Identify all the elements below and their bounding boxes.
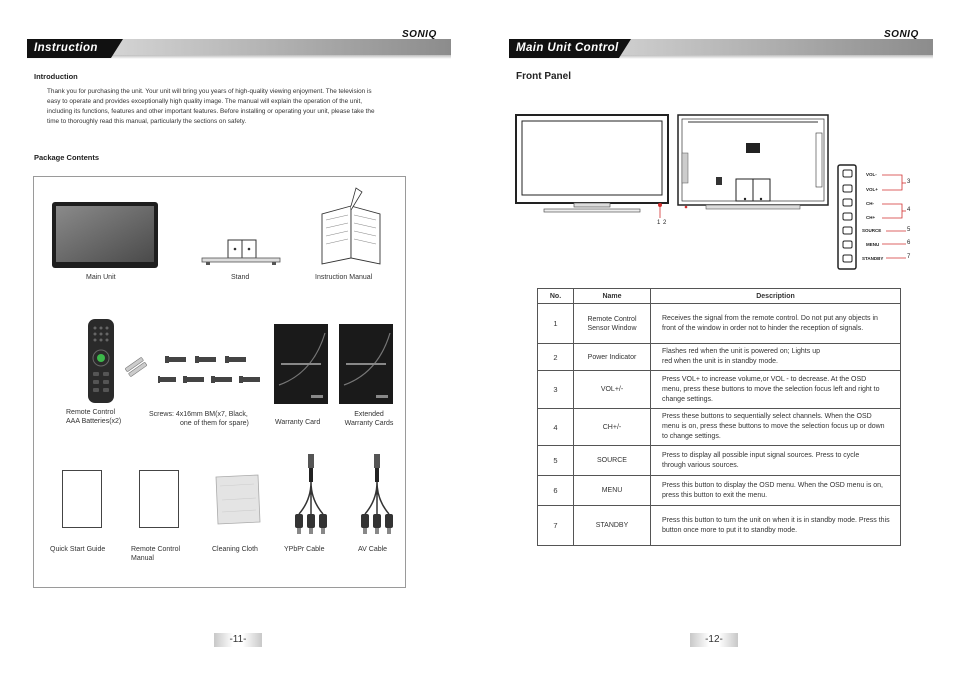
front-panel-heading: Front Panel	[516, 71, 572, 82]
panel-label-ch-plus: CH+	[866, 215, 876, 220]
table-row	[538, 476, 901, 506]
table-row	[538, 344, 901, 371]
caption-quick-start-guide: Quick Start Guide	[50, 546, 106, 553]
row-no: 2	[538, 344, 574, 371]
row-description: Press this button to turn the unit on when it is in standby mode. Press this button once more to put it to standby mode.	[651, 506, 901, 546]
table-row	[538, 304, 901, 344]
row-name: Power Indicator	[574, 344, 651, 371]
left-brand-logo: SONIQ	[402, 29, 437, 40]
batteries-illustration	[124, 356, 148, 378]
row-name: MENU	[574, 476, 651, 506]
manual-book-illustration	[318, 186, 384, 268]
row-name: VOL+/-	[574, 371, 651, 409]
left-header-tab	[27, 39, 111, 58]
package-heading: Package Contents	[34, 153, 100, 162]
panel-number-6: 6	[907, 240, 911, 246]
table-header-row	[538, 289, 901, 304]
table-row	[538, 409, 901, 446]
caption-remote-control	[66, 408, 121, 426]
intro-line: time to thoroughly read this manual, particularly the sections on safety.	[47, 118, 247, 125]
intro-line: easy to operate and provides exceptionally high quality image. The manual will explain the operation of the unit,	[47, 98, 362, 105]
right-brand-logo: SONIQ	[884, 29, 919, 40]
left-header-title: Instruction	[34, 42, 98, 54]
extended-warranty-card-illustration	[338, 323, 394, 405]
caption-extended-line1: Extended	[354, 411, 384, 418]
row-no: 5	[538, 446, 574, 476]
caption-av-cable: AV Cable	[358, 546, 388, 553]
caption-cleaning-cloth: Cleaning Cloth	[212, 546, 258, 553]
caption-warranty-card: Warranty Card	[275, 419, 321, 426]
quick-start-guide-illustration	[62, 470, 102, 528]
screws-illustration	[158, 355, 262, 387]
panel-label-ch-minus: CH-	[866, 201, 874, 206]
caption-screws-line2: one of them for spare)	[180, 420, 249, 427]
row-no: 3	[538, 371, 574, 409]
side-control-panel	[836, 164, 860, 270]
stand-illustration	[200, 236, 282, 268]
caption-remote-manual-line2: Manual	[131, 555, 154, 562]
row-no: 6	[538, 476, 574, 506]
control-table	[537, 288, 901, 546]
panel-number-4: 4	[907, 207, 911, 213]
row-name: CH+/-	[574, 409, 651, 446]
row-description: Press to display all possible input signal sources. Press to cycle through various sources.	[651, 446, 901, 476]
callout-1: 1	[657, 220, 661, 226]
caption-extended-warranty	[340, 410, 398, 428]
row-name: Remote Control Sensor Window	[574, 304, 651, 344]
row-name: STANDBY	[574, 506, 651, 546]
right-header-title: Main Unit Control	[516, 42, 619, 54]
intro-line: Thank you for purchasing the unit. Your unit will bring you years of high-quality viewing enjoyment. The television is	[47, 88, 372, 95]
row-description: Press this button to display the OSD menu. When the OSD menu is on, press this button to exit the menu.	[651, 476, 901, 506]
caption-instruction-manual: Instruction Manual	[315, 274, 373, 281]
panel-label-standby: STANDBY	[862, 256, 884, 261]
row-description: Press these buttons to sequentially select channels. When the OSD menu is on, press these buttons to move the selection focus up or down to change settings.	[651, 409, 901, 446]
row-description: Flashes red when the unit is powered on; Lights up red when the unit is in standby mode.	[651, 344, 901, 371]
row-description: Press VOL+ to increase volume,or VOL - to decrease. At the OSD menu, press these buttons to move the selection focus left and right to change settings.	[651, 371, 901, 409]
table-row	[538, 446, 901, 476]
right-page-number: -12-	[690, 633, 738, 647]
table-row	[538, 506, 901, 546]
intro-text	[47, 87, 437, 127]
table-row	[538, 371, 901, 409]
caption-main-unit: Main Unit	[86, 274, 116, 281]
caption-remote-manual	[131, 545, 180, 563]
caption-screws	[149, 410, 249, 428]
caption-remote-line2: AAA Batteries(x2)	[66, 418, 122, 425]
panel-label-vol-minus: VOL-	[866, 172, 877, 177]
caption-extended-line2: Warranty Cards	[344, 420, 394, 427]
callout-2: 2	[663, 220, 667, 226]
header-no: No.	[538, 289, 574, 304]
panel-callout-lines	[880, 168, 911, 264]
caption-ypbpr-cable: YPbPr Cable	[284, 546, 325, 553]
caption-stand: Stand	[231, 274, 250, 281]
panel-label-vol-plus: VOL+	[866, 187, 878, 192]
panel-number-7: 7	[907, 254, 911, 260]
remote-manual-illustration	[139, 470, 179, 528]
cleaning-cloth-illustration	[214, 474, 262, 526]
av-cable-illustration	[356, 452, 400, 538]
tv-front-view	[514, 113, 670, 219]
header-description: Description	[651, 289, 901, 304]
panel-label-menu: MENU	[866, 242, 880, 247]
right-header-tab	[509, 39, 619, 58]
intro-line: including its functions, features and other important features. Before installing or operating your unit, please take the	[47, 108, 375, 115]
caption-screws-line1: Screws: 4x16mm BM(x7, Black,	[149, 411, 248, 418]
panel-label-source: SOURCE	[862, 228, 882, 233]
header-name: Name	[574, 289, 651, 304]
panel-number-3: 3	[907, 179, 911, 185]
tv-back-view	[676, 113, 830, 219]
left-page-number: -11-	[214, 633, 262, 647]
row-description: Receives the signal from the remote control. Do not put any objects in front of the window in order not to hinder the reception of signals.	[651, 304, 901, 344]
row-no: 4	[538, 409, 574, 446]
caption-remote-line1: Remote Control	[66, 409, 116, 416]
remote-control-illustration	[85, 318, 117, 404]
callout-pointer	[656, 206, 668, 220]
row-no: 1	[538, 304, 574, 344]
panel-number-5: 5	[907, 227, 911, 233]
intro-heading: Introduction	[34, 72, 78, 81]
caption-remote-manual-line1: Remote Control	[131, 546, 181, 553]
row-no: 7	[538, 506, 574, 546]
row-name: SOURCE	[574, 446, 651, 476]
ypbpr-cable-illustration	[290, 452, 334, 538]
tv-main-unit-illustration	[50, 200, 160, 270]
warranty-card-illustration	[273, 323, 329, 405]
